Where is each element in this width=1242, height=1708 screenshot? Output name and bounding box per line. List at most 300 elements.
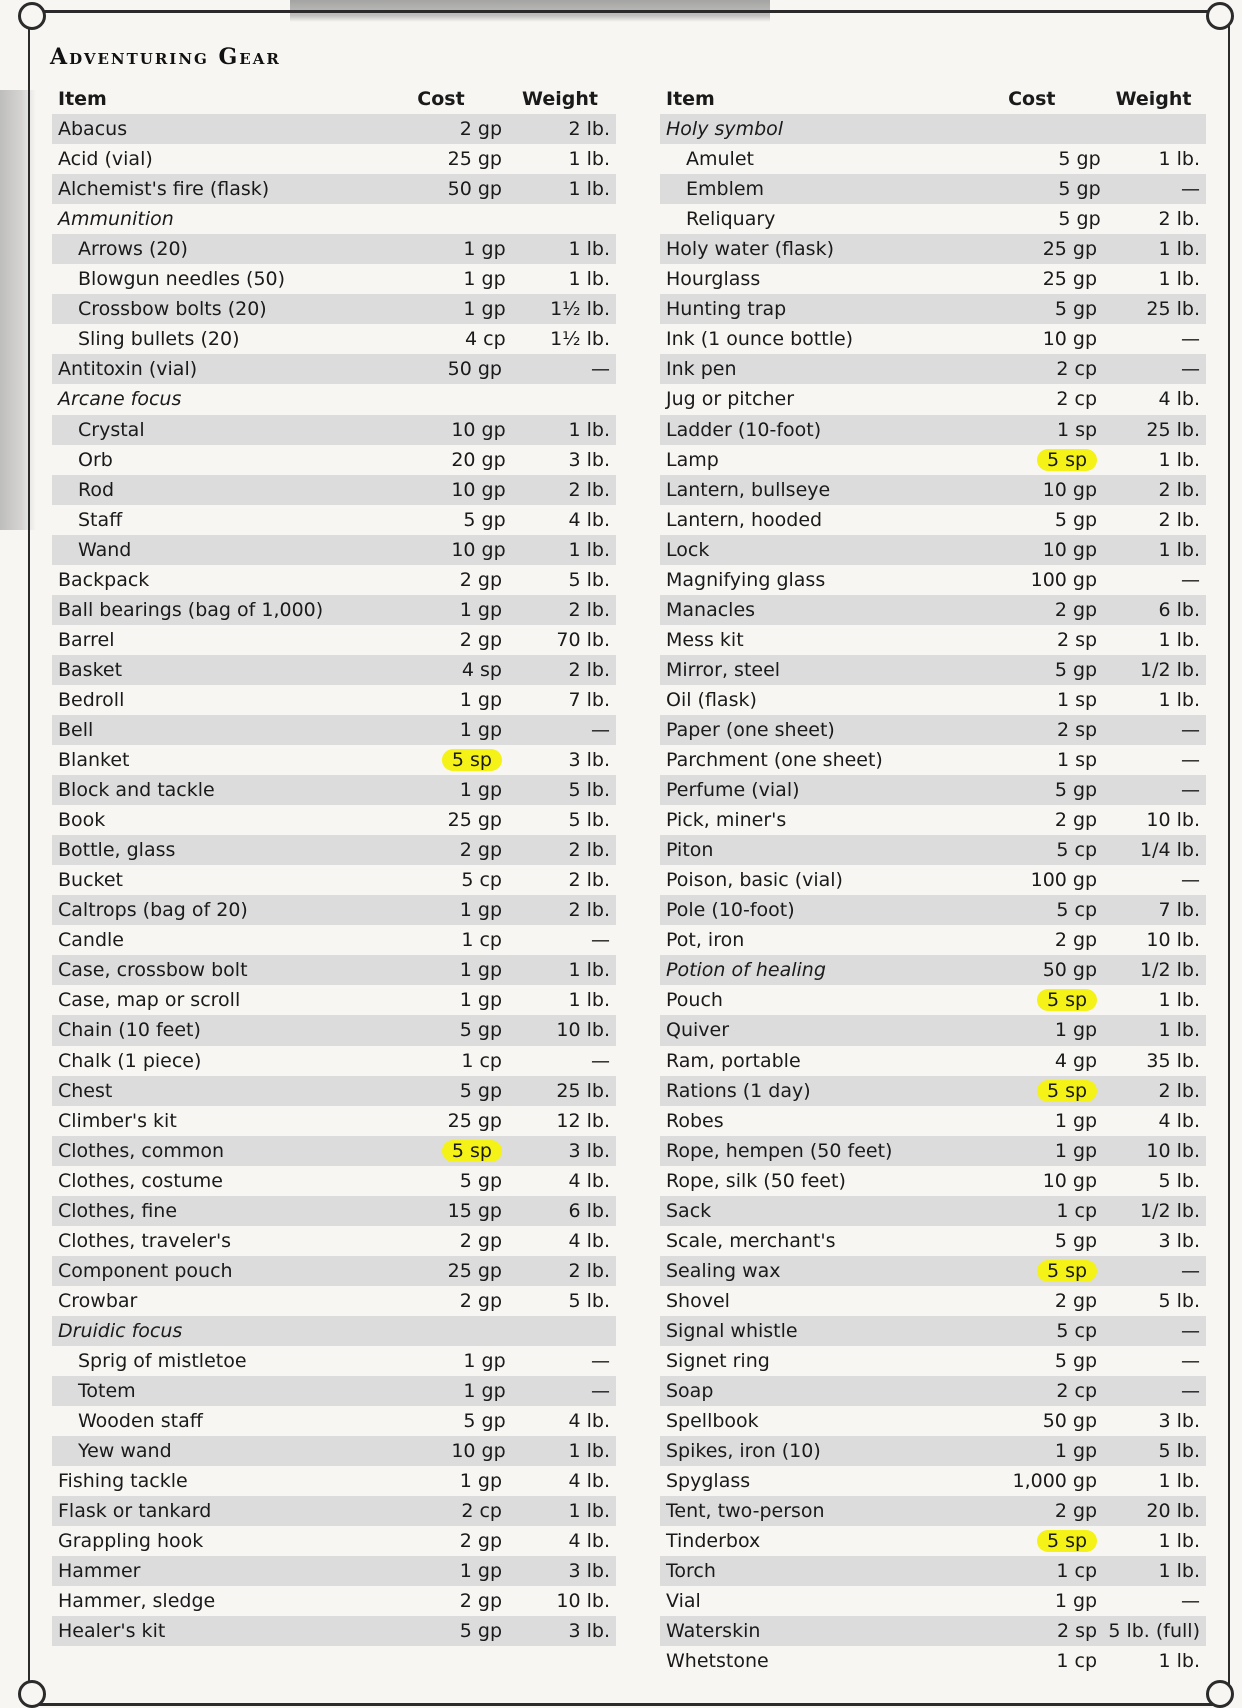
item-name: Clothes, costume (58, 1169, 223, 1192)
item-name: Orb (78, 448, 113, 471)
item-weight: 2 lb. (568, 478, 610, 501)
item-weight: 1 lb. (1158, 1019, 1200, 1042)
item-cost: 5 cp (1056, 839, 1098, 862)
item-name: Hunting trap (666, 298, 787, 321)
item-cost-cell (967, 298, 1108, 320)
item-name: Sealing wax (666, 1259, 781, 1282)
table-row (660, 1556, 1206, 1586)
item-cost: 1 sp (1056, 688, 1098, 711)
item-name: Quiver (666, 1019, 730, 1042)
item-weight: — (1181, 719, 1200, 741)
table-row (660, 745, 1206, 775)
item-weight: 1 lb. (568, 538, 610, 561)
item-cost-cell (967, 989, 1108, 1011)
item-name: Rations (1 day) (666, 1079, 811, 1102)
item-name: Shovel (666, 1289, 730, 1312)
item-cost-cell (380, 1200, 510, 1222)
item-name: Holy symbol (666, 118, 784, 141)
table-row (52, 144, 616, 174)
item-weight: — (591, 1380, 610, 1403)
item-name: Candle (58, 929, 124, 952)
table-row (660, 294, 1206, 324)
item-cost: 5 gp (463, 508, 506, 531)
item-weight: 5 lb. (568, 779, 610, 802)
item-cost-cell (967, 1380, 1108, 1402)
item-weight: 1/2 lb. (1140, 658, 1200, 681)
item-name: Lamp (666, 448, 719, 471)
item-name: Clothes, fine (58, 1199, 178, 1222)
item-name: Basket (58, 658, 123, 681)
item-name: Component pouch (58, 1259, 233, 1282)
item-cost-cell (380, 1470, 510, 1492)
header-weight: Weight (522, 88, 598, 111)
item-cost-cell (380, 959, 510, 981)
item-weight: 5 lb. (1158, 1169, 1200, 1192)
item-cost-cell (967, 1590, 1108, 1612)
item-cost-highlighted: 5 sp (1037, 1530, 1097, 1552)
item-weight: — (591, 358, 610, 381)
table-row (52, 1076, 616, 1106)
item-cost-highlighted: 5 sp (442, 1140, 502, 1162)
table-row (660, 1256, 1206, 1286)
item-cost-cell (380, 899, 510, 921)
item-cost-cell (967, 1230, 1108, 1252)
item-cost: 1 gp (463, 268, 506, 291)
item-cost: 1 gp (1054, 1440, 1098, 1463)
item-cost: 2 cp (1056, 358, 1098, 381)
table-row (52, 1316, 616, 1346)
item-cost: 10 gp (1042, 478, 1098, 501)
item-cost: 2 gp (459, 1530, 502, 1553)
table-row (660, 685, 1206, 715)
item-weight: 10 lb. (556, 1019, 610, 1042)
table-row (660, 1286, 1206, 1316)
table-row (660, 264, 1206, 294)
item-name: Blowgun needles (50) (78, 268, 286, 291)
item-cost-cell (967, 779, 1108, 801)
item-weight: 6 lb. (568, 1199, 610, 1222)
gear-table-right (660, 84, 1206, 1676)
table-row (52, 535, 616, 565)
item-cost: 1 sp (1056, 749, 1098, 772)
item-weight: 25 lb. (556, 1079, 610, 1102)
item-name: Vial (666, 1590, 701, 1613)
item-weight: 3 lb. (1158, 1410, 1200, 1433)
item-cost: 25 gp (1042, 268, 1098, 291)
item-weight: 5 lb. (1158, 1440, 1200, 1463)
table-row (660, 535, 1206, 565)
item-cost-cell (380, 1500, 510, 1522)
item-name: Manacles (666, 598, 756, 621)
item-weight: 1 lb. (1158, 538, 1200, 561)
item-cost: 25 gp (447, 1109, 502, 1132)
item-name: Abacus (58, 118, 128, 141)
item-name: Ammunition (58, 208, 174, 231)
table-row (52, 895, 616, 925)
item-weight: 4 lb. (568, 1169, 610, 1192)
item-cost-cell (967, 449, 1108, 471)
table-row (52, 1226, 616, 1256)
item-weight: 2 lb. (1158, 1079, 1200, 1102)
table-row (52, 415, 616, 445)
item-cost-cell (388, 238, 514, 260)
item-weight: 7 lb. (568, 688, 610, 711)
item-name: Signet ring (666, 1349, 770, 1372)
item-cost-cell (380, 1230, 510, 1252)
item-weight: — (1181, 1590, 1200, 1613)
item-cost-cell (967, 1650, 1108, 1672)
item-cost-cell (967, 419, 1108, 441)
item-cost: 2 gp (1054, 1500, 1098, 1523)
item-cost: 2 sp (1056, 1620, 1098, 1643)
item-cost-cell (967, 1260, 1108, 1282)
item-cost: 1 cp (1056, 1560, 1098, 1583)
item-cost: 5 gp (1058, 178, 1101, 201)
table-row (660, 415, 1206, 445)
table-row (660, 835, 1206, 865)
item-name: Signal whistle (666, 1319, 798, 1342)
item-cost: 2 gp (459, 118, 502, 141)
table-row (660, 475, 1206, 505)
item-cost: 2 gp (1054, 809, 1098, 832)
item-weight: 25 lb. (1146, 298, 1200, 321)
table-row (52, 264, 616, 294)
item-name: Blanket (58, 749, 130, 772)
item-name: Clothes, common (58, 1139, 225, 1162)
item-cost: 2 gp (1054, 598, 1098, 621)
table-row (52, 1586, 616, 1616)
item-weight: 12 lb. (556, 1109, 610, 1132)
item-name: Tinderbox (666, 1530, 761, 1553)
item-weight: — (1181, 328, 1200, 351)
item-weight: 5 lb. (568, 809, 610, 832)
item-weight: 1 lb. (1158, 1470, 1200, 1493)
item-weight: 3 lb. (568, 749, 610, 772)
item-cost-cell (380, 1260, 510, 1282)
table-row (52, 685, 616, 715)
item-name: Ladder (10-foot) (666, 418, 822, 441)
table-row (52, 805, 616, 835)
item-name: Chest (58, 1079, 113, 1102)
item-weight: 1½ lb. (550, 298, 610, 321)
item-weight: 1/2 lb. (1140, 1199, 1200, 1222)
item-cost-highlighted: 5 sp (1037, 1260, 1097, 1282)
table-row (660, 715, 1206, 745)
item-name: Hammer, sledge (58, 1590, 216, 1613)
item-name: Waterskin (666, 1620, 761, 1643)
table-row (660, 1496, 1206, 1526)
item-weight: 10 lb. (556, 1590, 610, 1613)
item-weight: — (1181, 779, 1200, 802)
table-row (52, 1556, 616, 1586)
item-cost-cell (967, 1170, 1108, 1192)
table-row (660, 1106, 1206, 1136)
item-cost: 50 gp (1042, 1410, 1098, 1433)
item-cost-cell (388, 1350, 514, 1372)
item-weight: 4 lb. (568, 1470, 610, 1493)
table-row (52, 715, 616, 745)
item-weight: 1½ lb. (550, 328, 610, 351)
item-cost-cell (975, 148, 1111, 170)
item-name: Bucket (58, 869, 123, 892)
item-weight: 4 lb. (1158, 388, 1200, 411)
item-cost-cell (388, 268, 514, 290)
item-weight: — (591, 1349, 610, 1372)
item-cost: 4 cp (465, 328, 506, 351)
item-name: Chalk (1 piece) (58, 1049, 202, 1072)
item-cost-cell (380, 749, 510, 771)
item-cost: 20 gp (451, 448, 506, 471)
item-cost-cell (967, 268, 1108, 290)
item-cost: 1 cp (461, 929, 502, 952)
table-row (660, 324, 1206, 354)
item-name: Bedroll (58, 688, 125, 711)
table-row (52, 234, 616, 264)
table-row (52, 354, 616, 384)
item-name: Ink (1 ounce bottle) (666, 328, 854, 351)
item-weight: 35 lb. (1146, 1049, 1200, 1072)
table-row (52, 174, 616, 204)
item-name: Staff (78, 508, 123, 531)
table-row (660, 985, 1206, 1015)
item-weight: 1 lb. (1158, 448, 1200, 471)
item-cost-cell (388, 509, 514, 531)
item-cost-cell (967, 1110, 1108, 1132)
item-cost-cell (967, 1320, 1108, 1342)
item-name: Ball bearings (bag of 1,000) (58, 598, 324, 621)
item-cost: 2 gp (459, 568, 502, 591)
item-name: Grappling hook (58, 1530, 204, 1553)
item-weight: 3 lb. (568, 1620, 610, 1643)
item-cost: 2 gp (1054, 929, 1098, 952)
item-weight: 4 lb. (568, 508, 610, 531)
item-weight: 2 lb. (1158, 478, 1200, 501)
item-cost-cell (380, 989, 510, 1011)
item-cost-cell (380, 1140, 510, 1162)
table-row (660, 1316, 1206, 1346)
item-name: Rope, silk (50 feet) (666, 1169, 846, 1192)
item-cost-cell (380, 1620, 510, 1642)
table-row (52, 1466, 616, 1496)
item-cost: 2 cp (1056, 388, 1098, 411)
item-cost: 2 cp (461, 1500, 502, 1523)
item-name: Ram, portable (666, 1049, 801, 1072)
header-item: Item (666, 88, 715, 111)
item-name: Block and tackle (58, 779, 215, 802)
item-weight: — (1181, 1259, 1200, 1282)
item-name: Parchment (one sheet) (666, 749, 883, 772)
item-weight: 20 lb. (1146, 1500, 1200, 1523)
item-weight: 1 lb. (568, 178, 610, 201)
table-row (52, 1436, 616, 1466)
item-name: Lock (666, 538, 710, 561)
item-cost-cell (967, 899, 1108, 921)
table-row (660, 1436, 1206, 1466)
table-row (52, 1106, 616, 1136)
item-name: Bottle, glass (58, 839, 176, 862)
item-weight: 1 lb. (1158, 148, 1201, 171)
item-cost-cell (967, 1050, 1108, 1072)
item-cost-cell (967, 388, 1108, 410)
table-row (660, 1616, 1206, 1646)
table-row (660, 1136, 1206, 1166)
item-weight: 2 lb. (568, 899, 610, 922)
table-row (660, 595, 1206, 625)
item-cost: 1 gp (1054, 1139, 1098, 1162)
item-name: Whetstone (666, 1650, 769, 1673)
item-cost-cell (967, 328, 1108, 350)
item-weight: — (591, 1049, 610, 1072)
item-cost-cell (380, 1590, 510, 1612)
item-cost-cell (967, 1290, 1108, 1312)
item-weight: 10 lb. (1146, 809, 1200, 832)
table-row (660, 1046, 1206, 1076)
item-weight: 1 lb. (1158, 1530, 1200, 1553)
item-name: Pick, miner's (666, 809, 787, 832)
item-cost: 5 gp (1054, 1349, 1098, 1372)
item-cost-cell (967, 1140, 1108, 1162)
item-cost-cell (967, 659, 1108, 681)
item-name: Totem (78, 1380, 136, 1403)
item-cost: 1 gp (1054, 1109, 1098, 1132)
item-name: Poison, basic (vial) (666, 869, 843, 892)
item-cost-highlighted: 5 sp (442, 749, 502, 771)
item-name: Case, crossbow bolt (58, 959, 248, 982)
item-cost-highlighted: 5 sp (1037, 989, 1097, 1011)
item-cost: 2 cp (1056, 1380, 1098, 1403)
item-name: Soap (666, 1380, 714, 1403)
item-name: Ink pen (666, 358, 737, 381)
item-name: Fishing tackle (58, 1470, 188, 1493)
item-cost: 1,000 gp (1012, 1470, 1098, 1493)
item-name: Scale, merchant's (666, 1229, 836, 1252)
item-cost-cell (967, 509, 1108, 531)
item-name: Jug or pitcher (666, 388, 794, 411)
item-cost: 2 gp (459, 1590, 502, 1613)
item-name: Piton (666, 839, 714, 862)
table-row (52, 865, 616, 895)
item-cost-cell (967, 929, 1108, 951)
header-item: Item (58, 88, 107, 111)
item-cost: 2 sp (1056, 719, 1098, 741)
page-title: Adventuring Gear (50, 44, 281, 70)
item-weight: 1 lb. (568, 989, 610, 1012)
table-row (52, 745, 616, 775)
item-cost-cell (967, 629, 1108, 651)
item-name: Amulet (686, 148, 754, 171)
item-cost: 15 gp (447, 1199, 502, 1222)
item-cost: 5 gp (1058, 208, 1101, 231)
item-cost-cell (380, 1080, 510, 1102)
table-row (660, 955, 1206, 985)
item-name: Robes (666, 1109, 724, 1132)
item-cost: 1 gp (459, 719, 502, 741)
item-weight: 1 lb. (568, 1440, 610, 1463)
item-name: Rod (78, 478, 115, 501)
item-cost: 4 sp (461, 658, 502, 681)
table-row (52, 925, 616, 955)
item-weight: 1 lb. (1158, 238, 1200, 261)
table-row (660, 805, 1206, 835)
item-weight: 1 lb. (1158, 268, 1200, 291)
item-weight: 1 lb. (568, 418, 610, 441)
item-weight: 3 lb. (568, 1560, 610, 1583)
item-weight: 1 lb. (1158, 989, 1200, 1012)
item-weight: 1 lb. (568, 1500, 610, 1523)
table-row (52, 204, 616, 234)
item-weight: — (1181, 1319, 1200, 1342)
item-weight: 10 lb. (1146, 929, 1200, 952)
item-cost: 5 gp (459, 1169, 502, 1192)
item-cost-cell (388, 419, 514, 441)
table-row (52, 1526, 616, 1556)
item-cost: 1 gp (459, 989, 502, 1012)
item-name: Book (58, 809, 106, 832)
item-cost-cell (380, 1290, 510, 1312)
item-cost: 25 gp (1042, 238, 1098, 261)
item-cost: 100 gp (1030, 869, 1098, 892)
gear-table-left (52, 84, 616, 1646)
item-name: Rope, hempen (50 feet) (666, 1139, 893, 1162)
item-cost-cell (967, 1530, 1108, 1552)
item-name: Arcane focus (58, 388, 182, 411)
table-row (660, 234, 1206, 264)
item-cost-cell (967, 479, 1108, 501)
item-weight: 2 lb. (568, 1259, 610, 1282)
item-name: Hourglass (666, 268, 761, 291)
item-cost: 5 cp (1056, 899, 1098, 922)
item-name: Barrel (58, 628, 115, 651)
item-cost: 2 gp (459, 1229, 502, 1252)
table-row (660, 174, 1206, 204)
table-row (660, 1196, 1206, 1226)
frame-corner-ornament (1206, 2, 1234, 30)
table-row (660, 565, 1206, 595)
item-cost: 100 gp (1030, 568, 1098, 591)
item-name: Paper (one sheet) (666, 719, 835, 741)
table-row (660, 144, 1206, 174)
item-cost-cell (967, 599, 1108, 621)
table-row (52, 475, 616, 505)
item-weight: 1 lb. (1158, 1650, 1200, 1673)
item-cost-cell (967, 238, 1108, 260)
item-cost-cell (967, 1500, 1108, 1522)
item-weight: — (1181, 568, 1200, 591)
item-cost: 2 gp (459, 628, 502, 651)
item-cost: 1 gp (459, 899, 502, 922)
item-cost: 50 gp (447, 178, 502, 201)
item-cost-cell (388, 328, 514, 350)
item-name: Pole (10-foot) (666, 899, 795, 922)
frame-corner-ornament (18, 2, 46, 30)
table-row (660, 865, 1206, 895)
table-row (52, 505, 616, 535)
item-weight: 1 lb. (568, 148, 610, 171)
table-row (52, 1406, 616, 1436)
item-cost: 5 gp (1058, 148, 1101, 171)
item-cost-cell (967, 1620, 1108, 1642)
item-cost-highlighted: 5 sp (1037, 449, 1097, 471)
item-name: Wooden staff (78, 1410, 203, 1433)
item-cost-cell (967, 1200, 1108, 1222)
header-cost: Cost (417, 88, 465, 111)
item-cost: 5 gp (463, 1410, 506, 1433)
item-cost-cell (380, 719, 510, 741)
item-weight: 5 lb. (568, 568, 610, 591)
item-cost: 1 cp (461, 1049, 502, 1072)
table-row (660, 1466, 1206, 1496)
item-cost: 1 gp (463, 1349, 506, 1372)
